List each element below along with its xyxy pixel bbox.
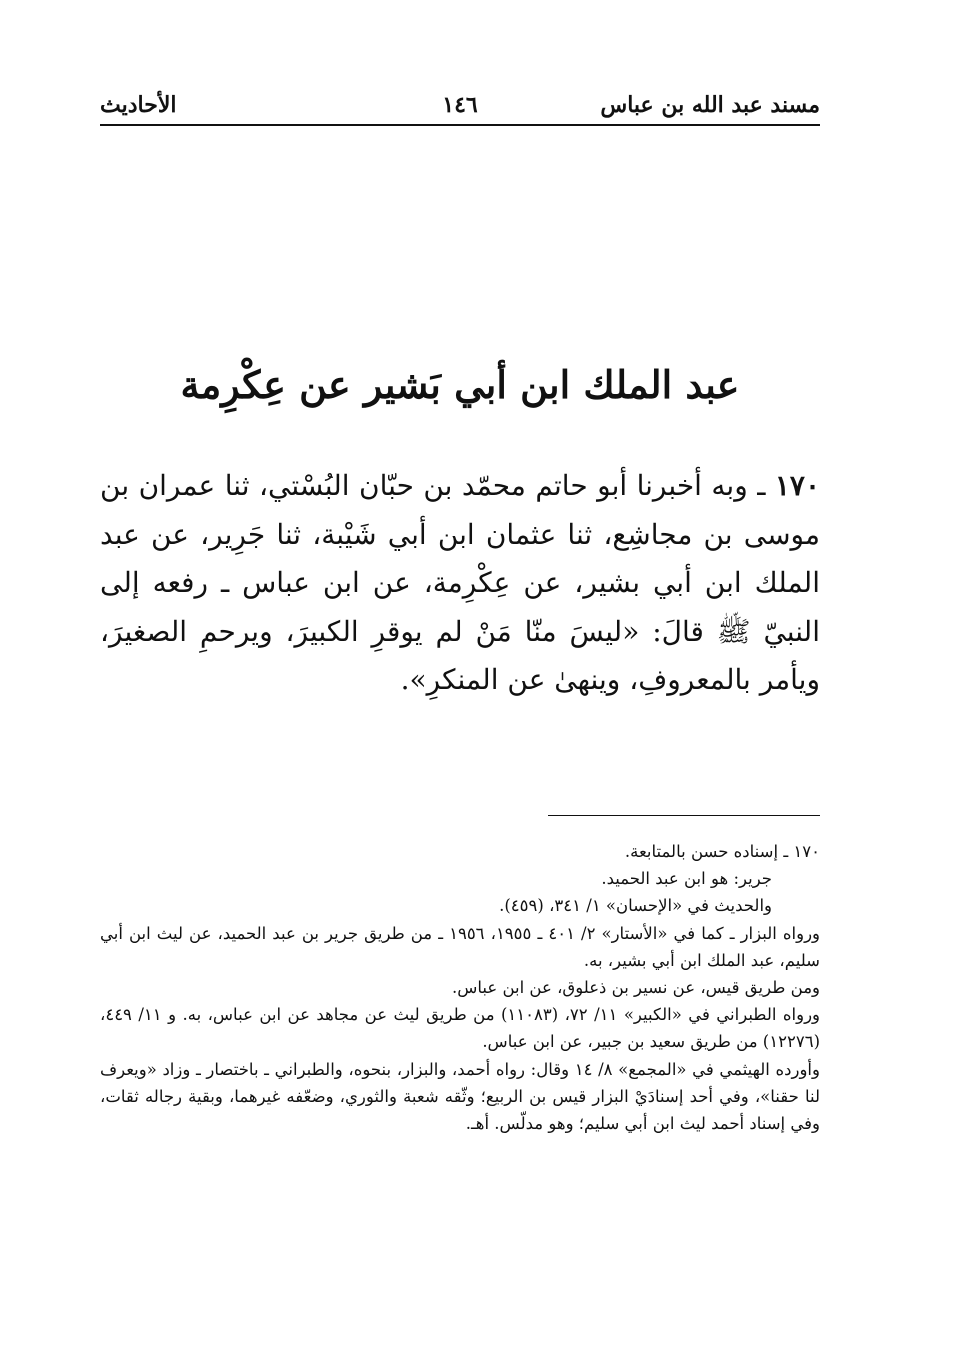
footnote-separator — [548, 815, 820, 816]
header-section-title: الأحاديث — [100, 92, 177, 118]
hadith-text — [100, 462, 820, 705]
footnote-line: ومن طريق قيس، عن نسير بن ذعلوق، عن ابن عباس. — [451, 978, 820, 998]
footnote-line: جرير: هو ابن عبد الحميد. — [601, 869, 772, 889]
footnote-paragraph: ورواه البزار ـ كما في «الأستار» ٢/ ٤٠١ ـ ١٩٥٥، ١٩٥٦ ـ من طريق جرير بن عبد الحميد، عن ليث ابن أبي سليم، عبد الملك ابن أبي بشير، به. — [100, 923, 821, 970]
footnote-line: والحديث في «الإحسان» ١/ ٣٤١، (٤٥٩). — [499, 896, 772, 916]
footnote-line: ١٧٠ ـ إسناده حسن بالمتابعة. — [624, 842, 820, 861]
chapter-title: عبد الملك ابن أبي بَشير عن عِكْرِمة — [180, 362, 740, 407]
footnotes — [100, 838, 820, 1137]
hadith-number: ١٧٠ — [774, 469, 821, 502]
hadith-body: ـ وبه أخبرنا أبو حاتم محمّد بن حبّان البُسْتي، ثنا عمران بن موسى بن مجاشِع، ثنا عثمان ابن أبي شَيْبة، ثنا جَرِير، عن عبد الملك ابن أبي بشير، عن عِكْرِمة، عن ابن عباس ـ رفعه إلى النبيّ ﷺ قالَ: «ليسَ منّا مَنْ لم يوقرِ الكبيرَ، ويرحمِ الصغيرَ، ويأمر بالمعروفِ، وينهىٰ عن المنكرِ». — [100, 469, 820, 696]
footnote-paragraph: وأورده الهيثمي في «المجمع» ٨/ ١٤ وقال: رواه أحمد، والبزار، بنحوه، والطبراني ـ باختصار ـ وزاد «ويعرف لنا حقنا»، وفي أحد إسنادَيْ البزار قيس بن الربيع؛ وثّقه شعبة والثوري، وضعّفه غيرهما، وبقية رجاله ثقات، وفي إسناد أحمد ليث ابن أبي سليم؛ وهو مدلّس. أهـ. — [100, 1059, 820, 1134]
footnote-paragraph: ورواه الطبراني في «الكبير» ١١/ ٧٢، (١١٠٨٣) من طريق ليث عن مجاهد عن ابن عباس، به. و ١١/ ٤٤٩، (١٢٢٧٦) من طريق سعيد بن جبير، عن ابن عباس. — [100, 1005, 821, 1052]
page-header — [100, 90, 820, 126]
header-book-title: مسند عبد الله بن عباس — [600, 92, 820, 118]
page-number: ١٤٦ — [442, 92, 478, 118]
